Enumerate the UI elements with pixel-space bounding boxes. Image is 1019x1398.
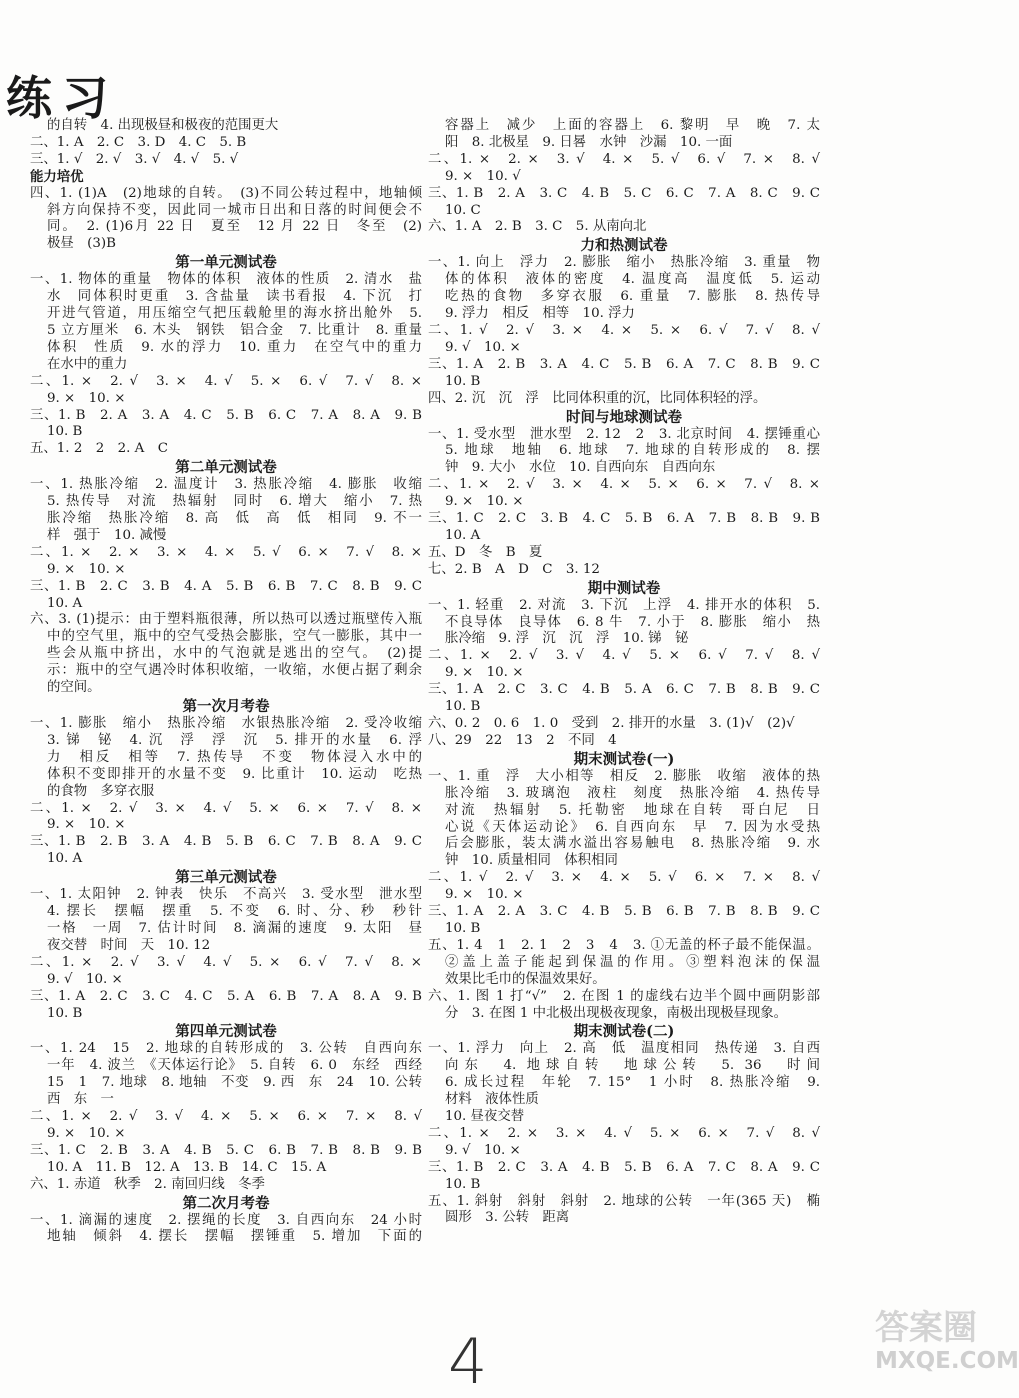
answer-line: 体积 性质 9. 水的浮力 10. 重力 在空气中的重力 xyxy=(47,339,422,355)
answer-line: 6. 成长过程 年轮 7. 15° 1 小时 8. 热胀冷缩 9. xyxy=(445,1075,820,1091)
answer-line: 9. × 10. × xyxy=(445,665,524,681)
answer-line: 二、1. × 2. × 3. × 4. √ 5. × 6. × 7. √ 8. √ xyxy=(428,1125,820,1141)
answer-line: 10. B xyxy=(445,1176,481,1192)
answer-line: 一、1. 浮力 向上 2. 高 低 温度相同 热传递 3. 自西 xyxy=(428,1041,820,1057)
answer-line: ②盖上盖子能起到保温的作用。③塑料泡沫的保温 xyxy=(445,954,820,970)
answer-line: 吃热的食物 多穿衣服 6. 重量 7. 膨胀 8. 热传导 xyxy=(445,289,820,305)
answer-line: 10. A 11. B 12. A 13. B 14. C 15. A xyxy=(47,1159,327,1175)
answer-line: 二、1. √ 2. √ 3. × 4. × 5. √ 6. × 7. × 8. √ xyxy=(428,870,820,886)
answer-line: 9. 浮力 相反 相等 10. 浮力 xyxy=(445,306,635,322)
answer-line: 15 1 7. 地球 8. 地轴 不变 9. 西 东 24 10. 公转 xyxy=(47,1075,422,1091)
answer-line: 9. √ 10. × xyxy=(445,1142,521,1158)
answer-line: 六、1. 图 1 打“√” 2. 在图 1 的虚线右边半个圆中画阴影部 xyxy=(428,988,820,1004)
answer-line: 5. 地球 地轴 6. 地球 7. 地球的自转形成的 8. 摆 xyxy=(445,443,820,459)
section-title: 力和热测试卷 xyxy=(580,237,668,255)
answer-line: 夜交替 时间 天 10. 12 xyxy=(47,937,211,953)
answer-line: 在水中的重力 xyxy=(47,356,128,372)
answer-line: 的自转 4. 出现极昼和极夜的范围更大 xyxy=(47,118,279,133)
answer-line: 阳 8. 北极星 9. 日晷 水钟 沙漏 10. 一面 xyxy=(445,134,733,150)
answer-line: 分 3. 在图 1 中北极出现极夜现象，南极出现极昼现象。 xyxy=(445,1005,788,1021)
answer-line: 的空间。 xyxy=(47,680,101,696)
section-title: 第二单元测试卷 xyxy=(175,459,277,477)
answer-line: 10. A xyxy=(47,595,83,611)
section-title: 第二次月考卷 xyxy=(182,1194,270,1212)
answer-line: 中的空气里，瓶中的空气受热会膨胀，空气一膨胀，其中一 xyxy=(47,629,422,645)
answer-line: 示：瓶中的空气遇冷时体积收缩，一收缩，水便占据了剩余 xyxy=(47,663,422,679)
section-title: 第一次月考卷 xyxy=(182,698,270,715)
answer-line: 9. × 10. × xyxy=(47,1125,126,1141)
answer-line: 10. B xyxy=(445,699,481,715)
answer-line: 9. × 10. × xyxy=(47,390,126,406)
answer-line: 体的体积 液体的密度 4. 温度高 温度低 5. 运动 xyxy=(445,272,820,288)
answer-line: 二、1. × 2. √ 3. × 4. × 5. × 6. × 7. √ 8. × xyxy=(428,477,820,493)
answer-line: 同。 2. (1)6月 22 日 夏至 12 月 22 日 冬至 (2) xyxy=(47,219,422,235)
answer-line: 一、1. 受水型 泄水型 2. 12 2 3. 北京时间 4. 摆锤重心 xyxy=(428,426,820,442)
answer-line: 些会从瓶中挤出，水中的气泡就是逃出的空气。 (2)提 xyxy=(47,646,422,662)
answer-line: 一、1. 物体的重量 物体的体积 液体的性质 2. 清水 盐 xyxy=(30,272,422,288)
answer-line: 9. × 10. × xyxy=(445,887,524,903)
answer-line: 9. × 10. × xyxy=(445,494,524,510)
watermark-logo xyxy=(875,1308,1019,1374)
answer-line: 10. C xyxy=(445,202,481,218)
section-title: 第四单元测试卷 xyxy=(175,1023,277,1041)
answer-line: 三、1. A 2. B 3. A 4. C 5. B 6. A 7. C 8. B 9. C xyxy=(428,356,820,372)
answer-line: 八、29 22 13 2 不同 4 xyxy=(428,732,617,748)
answer-column-left xyxy=(30,118,422,1246)
answer-line: 斜方向保持不变，因此同一城市日出和日落的时间便会不 xyxy=(47,202,422,218)
answer-line: 极昼 (3)B xyxy=(47,236,116,252)
answer-line: 二、1. × 2. × 3. √ 4. × 5. √ 6. √ 7. × 8. √ xyxy=(428,151,820,167)
answer-line: 胀冷缩 9. 浮 沉 沉 浮 10. 锑 铋 xyxy=(445,631,689,647)
answer-line: 10. B xyxy=(47,424,83,440)
answer-line: 不良导体 良导体 6. 8 牛 7. 小于 8. 膨胀 缩小 热 xyxy=(445,614,820,630)
answer-line: 二、1. × 2. √ 3. √ 4. √ 5. × 6. √ 7. √ 8. × xyxy=(30,954,422,970)
answer-line: 的食物 多穿衣服 xyxy=(47,783,155,799)
watermark-main-text: 答案圈 xyxy=(875,1308,977,1348)
answer-line: 胀冷缩 3. 玻璃泡 液柱 刻度 热胀冷缩 4. 热传导 xyxy=(445,785,820,801)
section-title: 第一单元测试卷 xyxy=(175,254,277,272)
answer-line: 六、3. (1)提示：由于塑料瓶很薄，所以热可以透过瓶壁传入瓶 xyxy=(30,612,422,628)
answer-line: 四、1. (1)A (2)地球的自转。 (3)不同公转过程中，地轴倾 xyxy=(30,185,422,201)
section-title: 期末测试卷(一) xyxy=(573,750,675,768)
answer-line: 三、1. √ 2. √ 3. √ 4. √ 5. √ xyxy=(30,151,239,167)
answer-line: 圆形 3. 公转 距离 xyxy=(445,1210,570,1226)
watermark-site-text: MXQE.COM xyxy=(875,1348,1019,1374)
answer-line: 向东 4. 地球自转 地球公转 5. 36 时间 xyxy=(445,1058,820,1074)
answer-line: 效果比毛巾的保温效果好。 xyxy=(445,971,606,987)
answer-line: 10. 昼夜交替 xyxy=(445,1109,525,1125)
answer-line: 9. × 10. × xyxy=(47,561,126,577)
answer-line: 5 立方厘米 6. 木头 钢铁 铝合金 7. 比重计 8. 重量 xyxy=(47,322,422,338)
answer-line: 9. × 10. √ xyxy=(445,168,521,184)
page-number: 4 xyxy=(448,1325,488,1398)
answer-line: 四、2. 沉 沉 浮 比同体积重的沉，比同体积轻的浮。 xyxy=(428,390,767,406)
answer-line: 一、1. 轻重 2. 对流 3. 下沉 上浮 4. 排开水的体积 5. xyxy=(428,597,820,613)
answer-line: 二、1. × 2. × 3. × 4. × 5. √ 6. × 7. √ 8. × xyxy=(30,544,422,560)
answer-line: 10. B xyxy=(445,920,481,936)
answer-line: 10. A xyxy=(445,527,481,543)
section-title: 时间与地球测试卷 xyxy=(566,408,682,426)
answer-line: 西 东 一 xyxy=(47,1092,114,1108)
section-title: 期末测试卷(二) xyxy=(573,1023,675,1041)
answer-line: 三、1. C 2. B 3. A 4. B 5. C 6. B 7. B 8. B 9. B xyxy=(30,1142,422,1158)
answer-line: 六、0. 2 0. 6 1. 0 受到 2. 排开的水量 3. (1)√ (2)√ xyxy=(428,716,795,731)
answer-line: 六、1. 赤道 秋季 2. 南回归线 冬季 xyxy=(30,1176,265,1192)
answer-line: 五、1. 4 1 2. 1 2 3 4 3. ①无盖的杯子最不能保温。 xyxy=(428,937,820,953)
answer-line: 一格 一周 7. 估计时间 8. 滴漏的速度 9. 太阳 昼 xyxy=(47,920,422,936)
answer-line: 二、1. × 2. √ 3. √ 4. × 5. × 6. × 7. × 8. √ xyxy=(30,1109,422,1125)
answer-line: 9. √ 10. × xyxy=(47,971,123,987)
answer-line: 一年 4. 波兰 《天体运行论》 5. 自转 6. 0 东经 西经 xyxy=(47,1058,422,1074)
answer-line: 能力培优 xyxy=(30,168,84,185)
answer-line: 一、1. 重 浮 大小相等 相反 2. 膨胀 收缩 液体的热 xyxy=(428,768,820,784)
answer-line: 一、1. 太阳钟 2. 钟表 快乐 不高兴 3. 受水型 泄水型 xyxy=(30,887,422,903)
answer-line: 三、1. A 2. A 3. C 4. B 5. B 6. B 7. B 8. B 9. C xyxy=(428,904,820,920)
answer-line: 五、D 冬 B 夏 xyxy=(428,544,543,560)
answer-line: 一、1. 滴漏的速度 2. 摆绳的长度 3. 自西向东 24 小时 xyxy=(30,1212,422,1228)
answer-line: 3. 锑 铋 4. 沉 浮 浮 沉 5. 排开的水量 6. 浮 xyxy=(47,732,422,748)
answer-line: 4. 摆长 摆幅 摆重 5. 不变 6. 时、分、秒 秒针 xyxy=(47,904,422,920)
answer-line: 9. × 10. × xyxy=(47,817,126,833)
answer-line: 一、1. 向上 浮力 2. 膨胀 缩小 热胀冷缩 3. 重量 物 xyxy=(428,255,820,271)
answer-line: 二、1. A 2. C 3. D 4. C 5. B xyxy=(30,134,247,150)
answer-line: 一、1. 膨胀 缩小 热胀冷缩 水银热胀冷缩 2. 受冷收缩 xyxy=(30,716,422,731)
answer-line: 9. √ 10. × xyxy=(445,339,521,355)
section-title: 第三单元测试卷 xyxy=(175,869,277,887)
answer-line: 水 同体积时更重 3. 含盐量 读书看报 4. 下沉 打 xyxy=(47,289,422,305)
answer-line: 三、1. B 2. A 3. A 4. C 5. B 6. C 7. A 8. A 9. B xyxy=(30,407,422,423)
answer-line: 容器上 减少 上面的容器上 6. 黎明 早 晚 7. 太 xyxy=(445,118,820,133)
section-title: 期中测试卷 xyxy=(587,579,661,597)
answer-line: 材料 液体性质 xyxy=(445,1092,539,1108)
answer-line: 六、1. A 2. B 3. C 5. 从南向北 xyxy=(428,219,647,235)
answer-line: 三、1. C 2. C 3. B 4. C 5. B 6. A 7. B 8. B 9. B xyxy=(428,511,820,527)
answer-line: 三、1. B 2. B 3. A 4. B 5. B 6. C 7. B 8. A 9. C xyxy=(30,834,422,850)
answer-line: 二、1. × 2. √ 3. × 4. √ 5. × 6. × 7. √ 8. × xyxy=(30,800,422,816)
answer-line: 七、2. B A D C 3. 12 xyxy=(428,561,600,577)
answer-line: 10. A xyxy=(47,851,83,867)
answer-line: 三、1. A 2. C 3. C 4. B 5. A 6. C 7. B 8. B 9. C xyxy=(428,682,820,698)
answer-line: 10. B xyxy=(445,373,481,389)
answer-line: 胀冷缩 热胀冷缩 8. 高 低 高 低 相同 9. 不一 xyxy=(47,511,422,527)
answer-line: 钟 9. 大小 水位 10. 自西向东 自西向东 xyxy=(445,460,716,476)
answer-line: 三、1. A 2. C 3. C 4. C 5. A 6. B 7. A 8. A 9. B xyxy=(30,988,422,1004)
answer-line: 5. 热传导 对流 热辐射 同时 6. 增大 缩小 7. 热 xyxy=(47,494,422,510)
answer-line: 五、1. 2 2 2. A C xyxy=(30,441,168,457)
answer-line: 五、1. 斜射 斜射 斜射 2. 地球的公转 一年(365 天) 椭 xyxy=(428,1193,820,1209)
answer-line: 钟 10. 质量相同 体积相同 xyxy=(445,853,618,869)
answer-line: 一、1. 24 15 2. 地球的自转形成的 3. 公转 自西向东 xyxy=(30,1041,422,1057)
answer-line: 二、1. √ 2. √ 3. × 4. × 5. × 6. √ 7. √ 8. √ xyxy=(428,322,820,338)
answer-line: 后会膨胀，装太满水溢出容易触电 8. 热胀冷缩 9. 水 xyxy=(445,836,820,852)
answer-line: 地轴 倾斜 4. 摆长 摆幅 摆锤重 5. 增加 下面的 xyxy=(47,1229,422,1245)
answer-line: 三、1. B 2. C 3. A 4. B 5. B 6. A 7. C 8. A 9. C xyxy=(428,1159,820,1175)
answer-line: 力 相反 相等 7. 热传导 不变 物体浸入水中的 xyxy=(47,749,422,765)
answer-line: 开进气管道，用压缩空气把压载舱里的海水挤出舱外 5. xyxy=(47,306,422,322)
answer-line: 三、1. B 2. C 3. B 4. A 5. B 6. B 7. C 8. B 9. C xyxy=(30,578,422,594)
answer-line: 体积不变即排开的水量不变 9. 比重计 10. 运动 吃热 xyxy=(47,766,422,782)
answer-line: 10. B xyxy=(47,1005,83,1021)
answer-line: 二、1. × 2. √ 3. √ 4. √ 5. × 6. √ 7. √ 8. √ xyxy=(428,648,820,664)
answer-line: 三、1. B 2. A 3. C 4. B 5. C 6. C 7. A 8. C 9. C xyxy=(428,185,820,201)
answer-line: 对流 热辐射 5. 托勒密 地球在自转 哥白尼 日 xyxy=(445,802,820,818)
answer-line: 二、1. × 2. √ 3. × 4. √ 5. × 6. √ 7. √ 8. × xyxy=(30,373,422,389)
answer-line: 心说《天体运动论》 6. 自西向东 早 7. 因为水受热 xyxy=(445,819,820,835)
answer-line: 样 强于 10. 减慢 xyxy=(47,527,167,543)
answer-column-right xyxy=(428,118,820,1227)
page-header-title: 练习 xyxy=(6,71,118,125)
answer-line: 一、1. 热胀冷缩 2. 温度计 3. 热胀冷缩 4. 膨胀 收缩 xyxy=(30,477,422,493)
